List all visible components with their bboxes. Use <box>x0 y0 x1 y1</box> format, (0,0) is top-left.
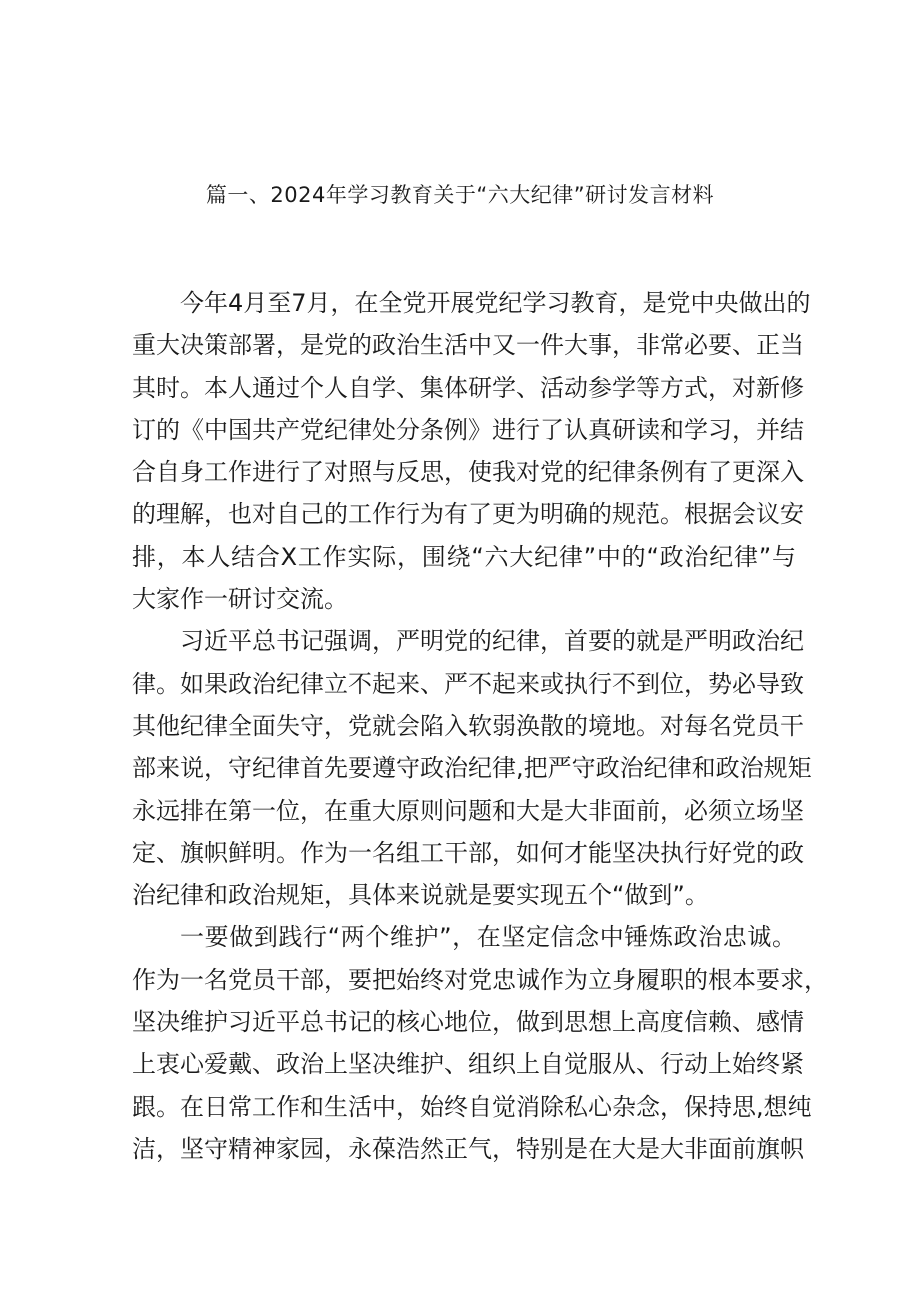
paragraph-line: 治纪律和政治规矩，具体来说就是要实现五个“做到”。 <box>132 881 709 910</box>
paragraph-2 <box>132 620 812 916</box>
paragraph-line: 习近平总书记强调，严明党的纪律，首要的就是严明政治纪 <box>180 627 804 656</box>
paragraph-line: 部来说，守纪律首先要遵守政治纪律,把严守政治纪律和政治规矩 <box>132 754 812 783</box>
paragraph-line: 其他纪律全面失守，党就会陷入软弱涣散的境地。对每名党员干 <box>132 711 804 740</box>
paragraph-line: 的理解，也对自己的工作行为有了更为明确的规范。根据会议安 <box>132 500 804 529</box>
paragraph-line: 今年4月至7月，在全党开展党纪学习教育，是党中央做出的 <box>180 289 811 317</box>
paragraph-1 <box>132 282 811 620</box>
paragraph-line: 上衷心爱戴、政治上坚决维护、组织上自觉服从、行动上始终紧 <box>132 1050 804 1079</box>
paragraph-line: 洁，坚守精神家园，永葆浩然正气，特别是在大是大非面前旗帜 <box>132 1134 804 1163</box>
paragraph-line: 一要做到践行“两个维护”，在坚定信念中锤炼政治忠诚。 <box>180 923 796 952</box>
paragraph-line: 定、旗帜鲜明。作为一名组工干部，如何才能坚决执行好党的政 <box>132 838 804 867</box>
paragraph-line: 坚决维护习近平总书记的核心地位，做到思想上高度信赖、感情 <box>132 1008 804 1037</box>
paragraph-line: 律。如果政治纪律立不起来、严不起来或执行不到位，势必导致 <box>132 669 804 698</box>
paragraph-line: 重大决策部署，是党的政治生活中又一件大事，非常必要、正当 <box>132 331 804 360</box>
paragraph-line: 作为一名党员干部，要把始终对党忠诚作为立身履职的根本要求， <box>132 965 828 994</box>
paragraph-3 <box>132 916 828 1170</box>
paragraph-line: 大家作一研讨交流。 <box>132 585 348 614</box>
paragraph-line: 订的《中国共产党纪律处分条例》进行了认真研读和学习，并结 <box>132 415 804 444</box>
document-body <box>132 282 828 1170</box>
document-title: 篇一、2024年学习教育关于“六大纪律”研讨发言材料 <box>205 183 715 207</box>
paragraph-line: 合自身工作进行了对照与反思，使我对党的纪律条例有了更深入 <box>132 458 804 487</box>
paragraph-line: 跟。在日常工作和生活中，始终自觉消除私心杂念，保持思,想纯 <box>132 1092 812 1121</box>
paragraph-line: 排，本人结合X工作实际，围绕“六大纪律”中的“政治纪律”与 <box>132 542 796 571</box>
paragraph-line: 永远排在第一位，在重大原则问题和大是大非面前，必须立场坚 <box>132 796 804 825</box>
paragraph-line: 其时。本人通过个人自学、集体研学、活动参学等方式，对新修 <box>132 373 804 402</box>
